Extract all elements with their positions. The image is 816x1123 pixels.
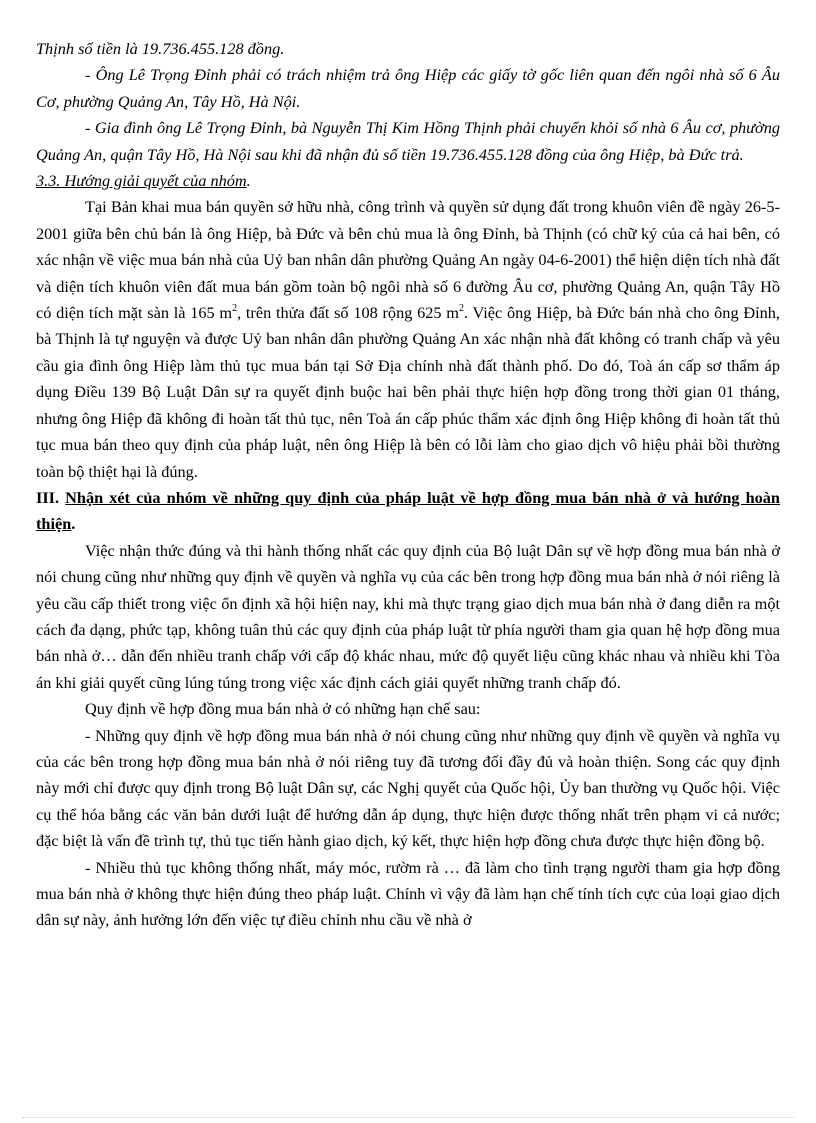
paragraph-limitation-1: - Những quy định về hợp đồng mua bán nhà ở nói chung cũng như những quy định về quyền và nghĩa vụ của các bên trong hợp đồng mua bán nhà ở nói riêng tuy đã tương đối đầy đủ và hoàn thiện. Song các quy định này mới chỉ được quy định trong Bộ luật Dân sự, các Nghị quyết của Quốc hội, Ủy ban thường vụ Quốc hội. Việc cụ thể hóa bằng các văn bản dưới luật để hướng dẫn áp dụng, thực hiện được thống nhất trên phạm vi cả nước; đặc biệt là vấn đề trình tự, thủ tục tiến hành giao dịch, ký kết, thực hiện hợp đồng chưa được thực hiện đồng bộ.: [36, 725, 780, 851]
paragraph-move-out: - Gia đình ông Lê Trọng Đỉnh, bà Nguyễn Thị Kim Hồng Thịnh phải chuyển khỏi số nhà 6 Âu cơ, phường Quảng An, quận Tây Hồ, Hà Nội sau khi đã nhận đủ số tiền 19.736.455.128 đồng của ông Hiệp, bà Đức trả.: [36, 118, 780, 164]
paragraph-verdict-amount: Thịnh số tiền là 19.736.455.128 đồng.: [36, 39, 285, 58]
section-heading-iii-title: Nhận xét của nhóm về những quy định của pháp luật về hợp đồng mua bán nhà ở và hướng hoàn thiện: [36, 487, 780, 534]
section-heading-iii: [36, 485, 780, 538]
paragraph-group-resolution-part-c: . Việc ông Hiệp, bà Đức bán nhà cho ông Đỉnh, bà Thịnh là tự nguyện và được Uỷ ban nhân dân phường Quảng An xác nhận nhà đất không có tranh chấp và yêu cầu gia đình ông Hiệp làm thủ tục mua bán tại Sở Địa chính nhà đất thành phố. Do đó, Toà án cấp sơ thẩm áp dụng Điều 139 Bộ Luật Dân sự ra quyết định buộc hai bên phải thực hiện hợp đồng trong thời gian 01 tháng, nhưng ông Hiệp đã không đi hoàn tất thủ tục, nên Toà án cấp phúc thẩm xác định ông Hiệp không đi hoàn tất thủ tục mua bán theo quy định của pháp luật, nên ông Hiệp là bên có lỗi làm cho giao dịch vô hiệu phải bồi thường toàn bộ thiệt hại là đúng.: [36, 303, 780, 481]
page-bottom-rule: [22, 1117, 794, 1118]
subheading-3-3: [36, 168, 780, 194]
paragraph-return-documents: - Ông Lê Trọng Đỉnh phải có trách nhiệm trả ông Hiệp các giấy tờ gốc liên quan đến ngôi nhà số 6 Âu Cơ, phường Quảng An, Tây Hồ, Hà Nội.: [36, 65, 780, 111]
paragraph-group-resolution: [36, 194, 780, 484]
superscript-area-1: 2: [232, 302, 238, 314]
section-heading-iii-number: III.: [36, 487, 66, 507]
section-heading-iii-tail: .: [71, 514, 76, 534]
paragraph-limitations-intro: Quy định về hợp đồng mua bán nhà ở có những hạn chế sau:: [85, 699, 481, 719]
superscript-area-2: 2: [458, 302, 464, 314]
subheading-3-3-label: 3.3. Hướng giải quyết của nhóm: [36, 171, 247, 191]
paragraph-group-resolution-part-b: , trên thửa đất số 108 rộng 625 m: [237, 303, 459, 323]
paragraph-group-resolution-part-a: Tại Bản khai mua bán quyền sở hữu nhà, công trình và quyền sử dụng đất trong khuôn viên đề ngày 26-5-2001 giữa bên chủ bán là ông Hiệp, bà Đức và bên chủ mua là ông Đỉnh, bà Thịnh (có chữ ký của cả hai bên, có xác nhận về việc mua bán nhà của Uỷ ban nhân dân phường Quảng An ngày 04-6-2001) thể hiện diện tích nhà đất và diện tích khuôn viên đất mua bán gồm toàn bộ ngôi nhà số 6 đường Âu cơ, phường Quảng An, quận Tây Hồ có diện tích mặt sàn là 165 m: [36, 197, 780, 323]
paragraph-awareness: Việc nhận thức đúng và thi hành thống nhất các quy định của Bộ luật Dân sự về hợp đồng mua bán nhà ở nói chung cũng như những quy định về quyền và nghĩa vụ của các bên trong hợp đồng mua bán nhà ở nói riêng là yêu cầu cấp thiết trong việc ổn định xã hội hiện nay, khi mà thực trạng giao dịch mua bán nhà ở đang diễn ra một cách đa dạng, phức tạp, không tuân thủ các quy định của pháp luật từ phía người tham gia quan hệ hợp đồng mua bán nhà ở… dẫn đến nhiều tranh chấp với cấp độ khác nhau, mức độ quyết liệu cũng khác nhau và nhiều khi Tòa án khi giải quyết cũng lúng túng trong việc xác định cách giải quyết những tranh chấp đó.: [36, 540, 780, 692]
paragraph-limitation-2: - Nhiều thủ tục không thống nhất, máy móc, rườm rà … đã làm cho tình trạng người tham gia hợp đồng mua bán nhà ở không thực hiện đúng theo pháp luật. Chính vì vậy đã làm hạn chế tính tích cực của loại giao dịch dân sự này, ảnh hưởng lớn đến việc tự điều chỉnh nhu cầu về nhà ở: [36, 857, 780, 930]
document-body: [36, 36, 780, 934]
subheading-3-3-tail: .: [246, 171, 251, 191]
